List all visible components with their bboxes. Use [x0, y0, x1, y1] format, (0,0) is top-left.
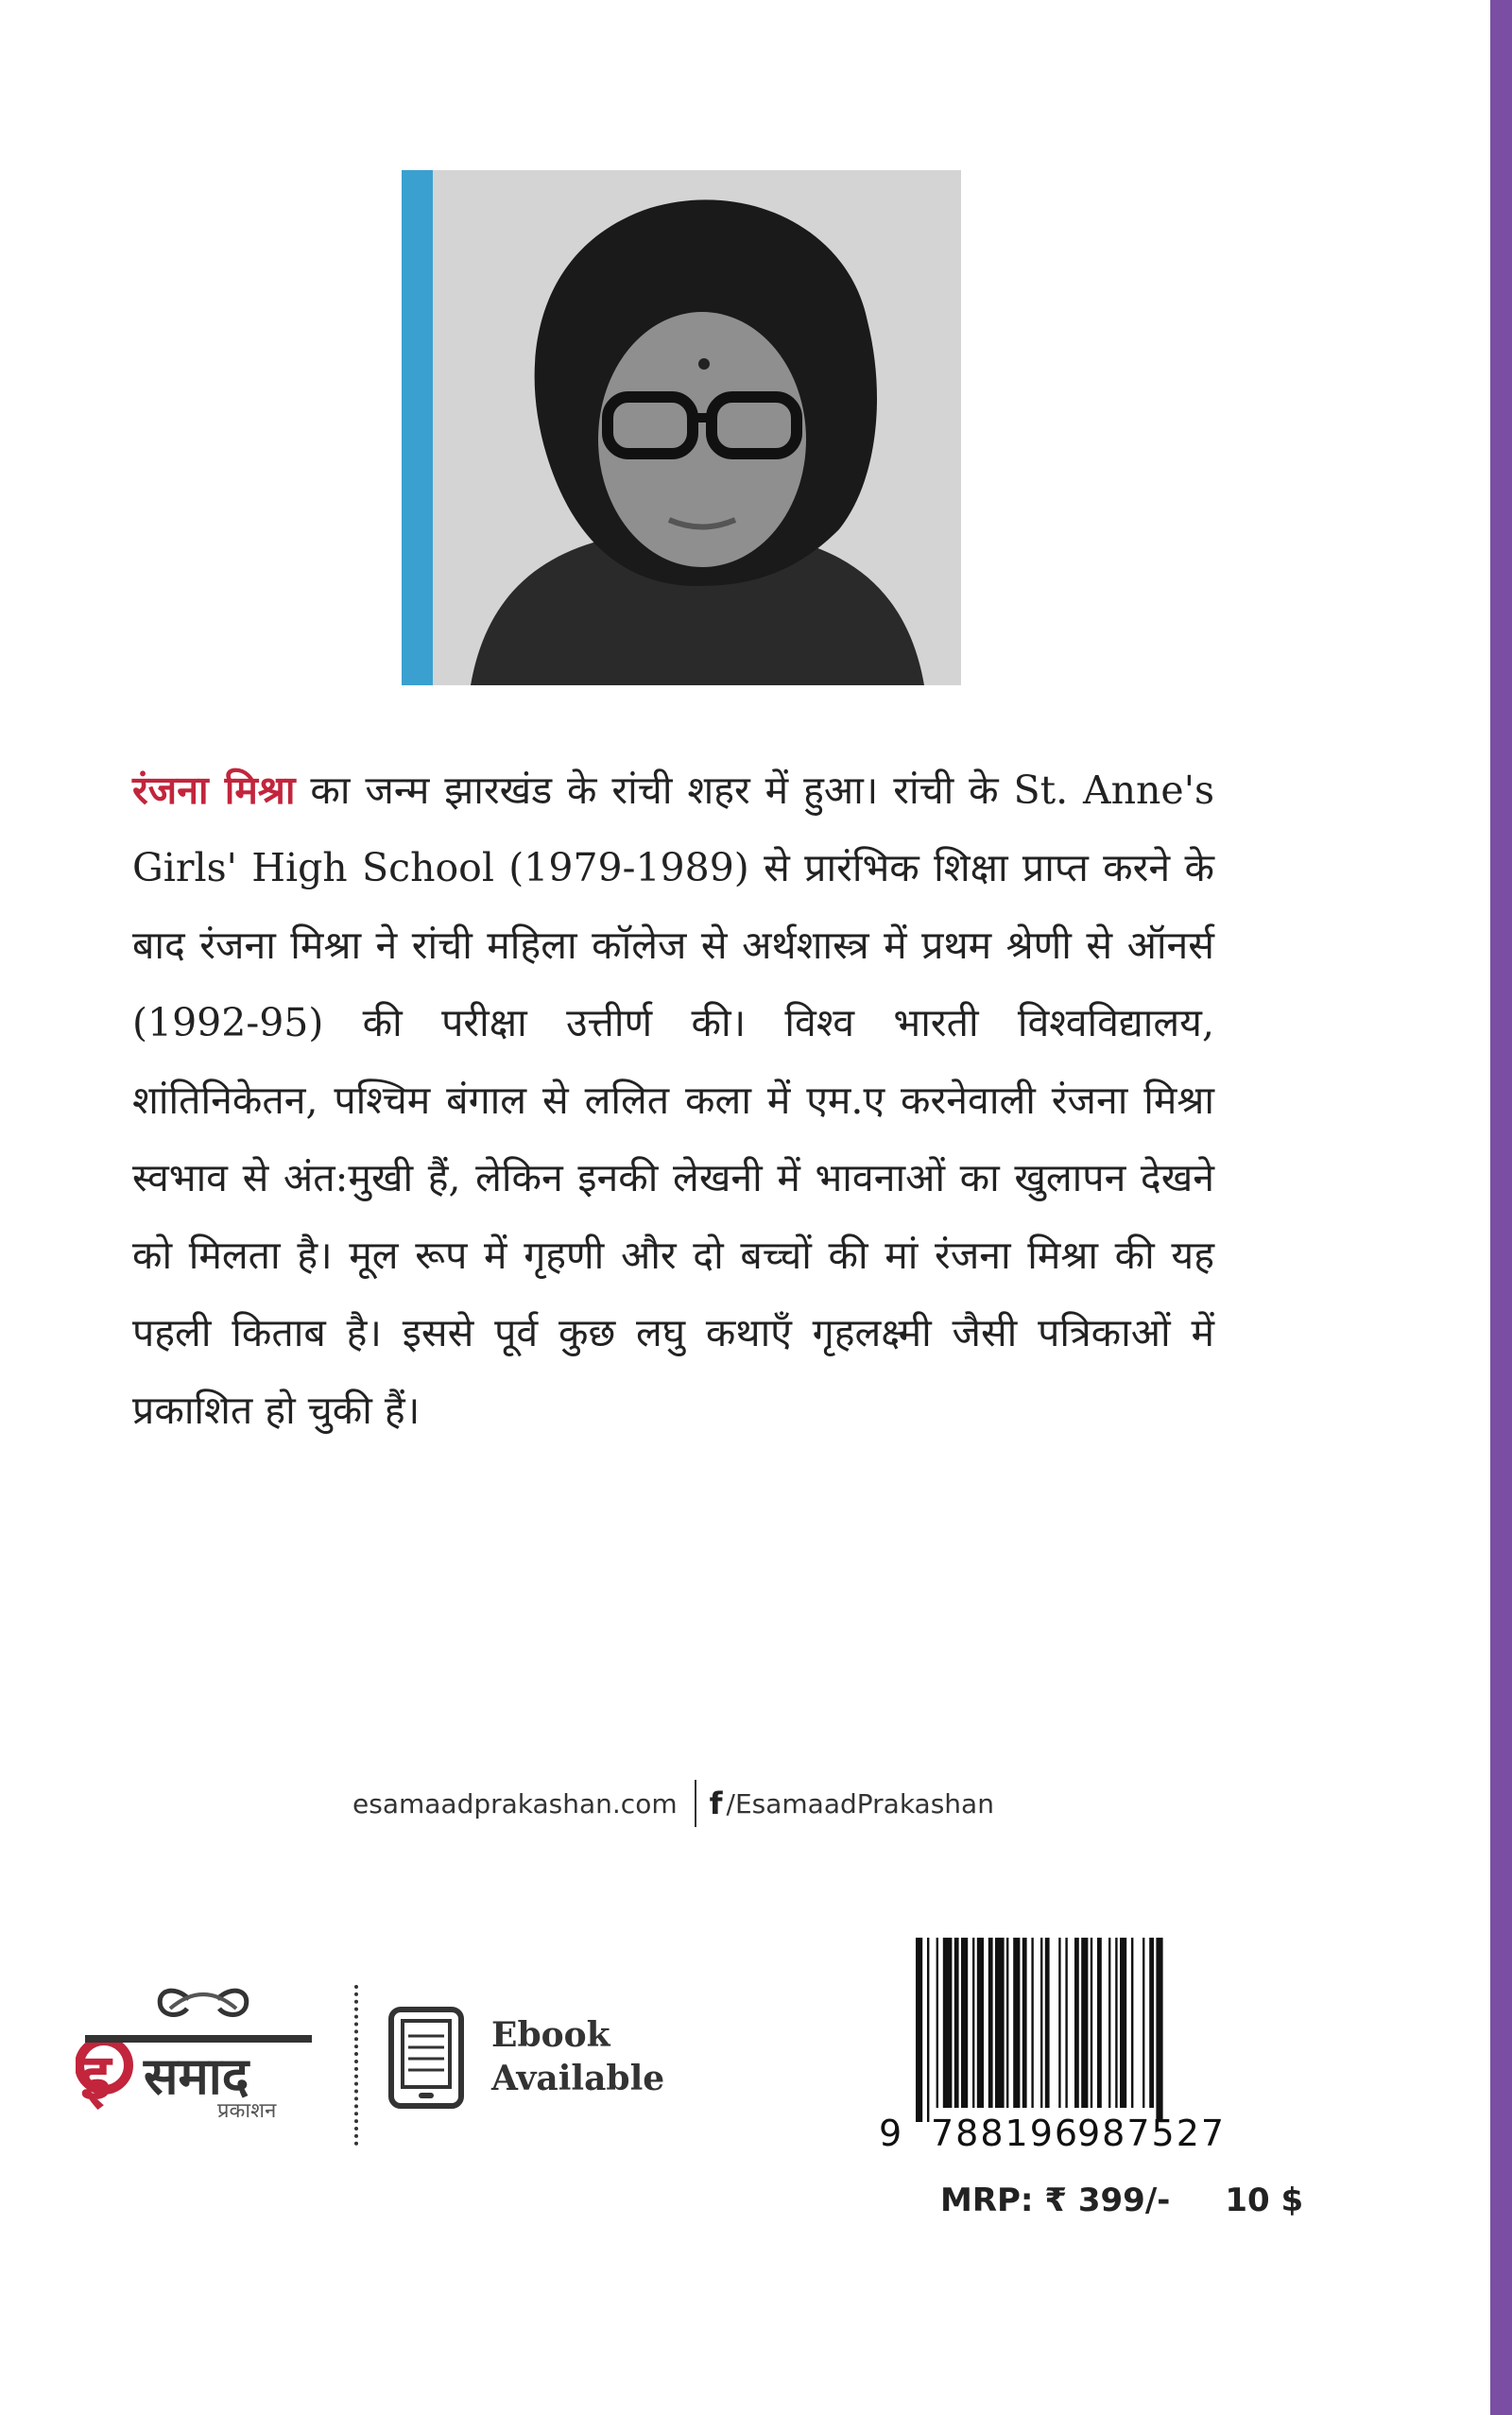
barcode-bar — [1108, 1938, 1110, 2108]
barcode-bar — [1156, 1938, 1162, 2122]
isbn-barcode — [912, 1938, 1233, 2122]
barcode-bar — [936, 1938, 938, 2108]
ebook-reader-icon — [387, 2006, 465, 2110]
barcode-bar — [954, 1938, 959, 2108]
barcode-bar — [977, 1938, 984, 2108]
barcode-bar — [1022, 1938, 1027, 2108]
barcode-bar — [1006, 1938, 1008, 2108]
price-line — [940, 2182, 1303, 2219]
barcode-bar — [1074, 1938, 1079, 2108]
barcode-bar — [1031, 1938, 1033, 2108]
publisher-links — [352, 1780, 994, 1827]
photo-accent-bar — [402, 170, 433, 685]
barcode-bar — [1081, 1938, 1088, 2108]
ebook-line1: Ebook — [491, 2015, 610, 2055]
publisher-logo — [76, 1980, 331, 2122]
logo-initial: इ — [80, 2041, 112, 2113]
barcode-bar — [1097, 1938, 1102, 2108]
barcode-bar — [1143, 1938, 1144, 2108]
links-divider — [695, 1780, 696, 1827]
price-usd: 10 $ — [1225, 2182, 1304, 2219]
barcode-bar — [972, 1938, 974, 2108]
barcode-bar — [1091, 1938, 1092, 2108]
barcode-bar — [995, 1938, 1005, 2108]
author-name: रंजना मिश्रा — [132, 768, 296, 813]
barcode-bar — [1013, 1938, 1020, 2108]
vertical-dotted-divider — [354, 1985, 358, 2146]
ebook-available-label — [491, 2013, 664, 2100]
author-bio-text: का जन्म झारखंड के रांची शहर में हुआ। रांची के St. Anne's Girls' High School (1979-1989) से प्रारंभिक शिक्षा प्राप्त करने के बाद रंजना मिश्रा ने रांची महिला कॉलेज से अर्थशास्त्र में प्रथम श्रेणी से ऑनर्स (1992-95) की परीक्षा उत्तीर्ण की। विश्व भारती विश्वविद्यालय, शांतिनिकेतन, पश्चिम बंगाल से ललित कला में एम.ए करनेवाली रंजना मिश्रा स्वभाव से अंत:मुखी हैं, लेकिन इनकी लेखनी में भावनाओं का खुलापन देखने को मिलता है। मूल रूप में गृहणी और दो बच्चों की मां रंजना मिश्रा की यह पहली किताब है। इससे पूर्व कुछ लघु कथाएँ गृहलक्ष्मी जैसी पत्रिकाओं में प्रकाशित हो चुकी हैं। — [132, 768, 1215, 1433]
facebook-icon: f — [709, 1785, 723, 1821]
logo-main-text: समाद — [144, 2046, 249, 2106]
barcode-digit-first: 9 — [879, 2113, 902, 2154]
ebook-line2: Available — [491, 2059, 665, 2098]
facebook-handle[interactable]: /EsamaadPrakashan — [726, 1787, 994, 1820]
barcode-bar — [1065, 1938, 1067, 2108]
barcode-bar — [1115, 1938, 1117, 2108]
price-mrp: MRP: ₹ 399/- — [940, 2182, 1171, 2219]
barcode-bar — [916, 1938, 922, 2122]
author-photo-frame — [402, 170, 961, 685]
website-link[interactable]: esamaadprakashan.com — [352, 1787, 678, 1820]
barcode-bar — [927, 1938, 929, 2122]
barcode-bar — [1045, 1938, 1050, 2108]
barcode-group1: 788196 — [931, 2113, 1080, 2154]
barcode-bar — [1131, 1938, 1133, 2108]
barcode-bar — [1120, 1938, 1126, 2108]
barcode-bar — [961, 1938, 968, 2108]
author-photo — [433, 170, 961, 685]
author-bio — [132, 751, 1214, 1449]
logo-sub-text: प्रकाशन — [217, 2099, 277, 2123]
barcode-bar — [943, 1938, 953, 2108]
barcode-bar — [1149, 1938, 1154, 2108]
barcode-bar — [1058, 1938, 1060, 2108]
barcode-group2: 987527 — [1077, 2113, 1227, 2154]
author-portrait-icon — [433, 170, 961, 685]
spine-color-strip — [1490, 0, 1512, 2415]
barcode-bar — [988, 1938, 993, 2108]
barcode-bar — [1040, 1938, 1042, 2108]
